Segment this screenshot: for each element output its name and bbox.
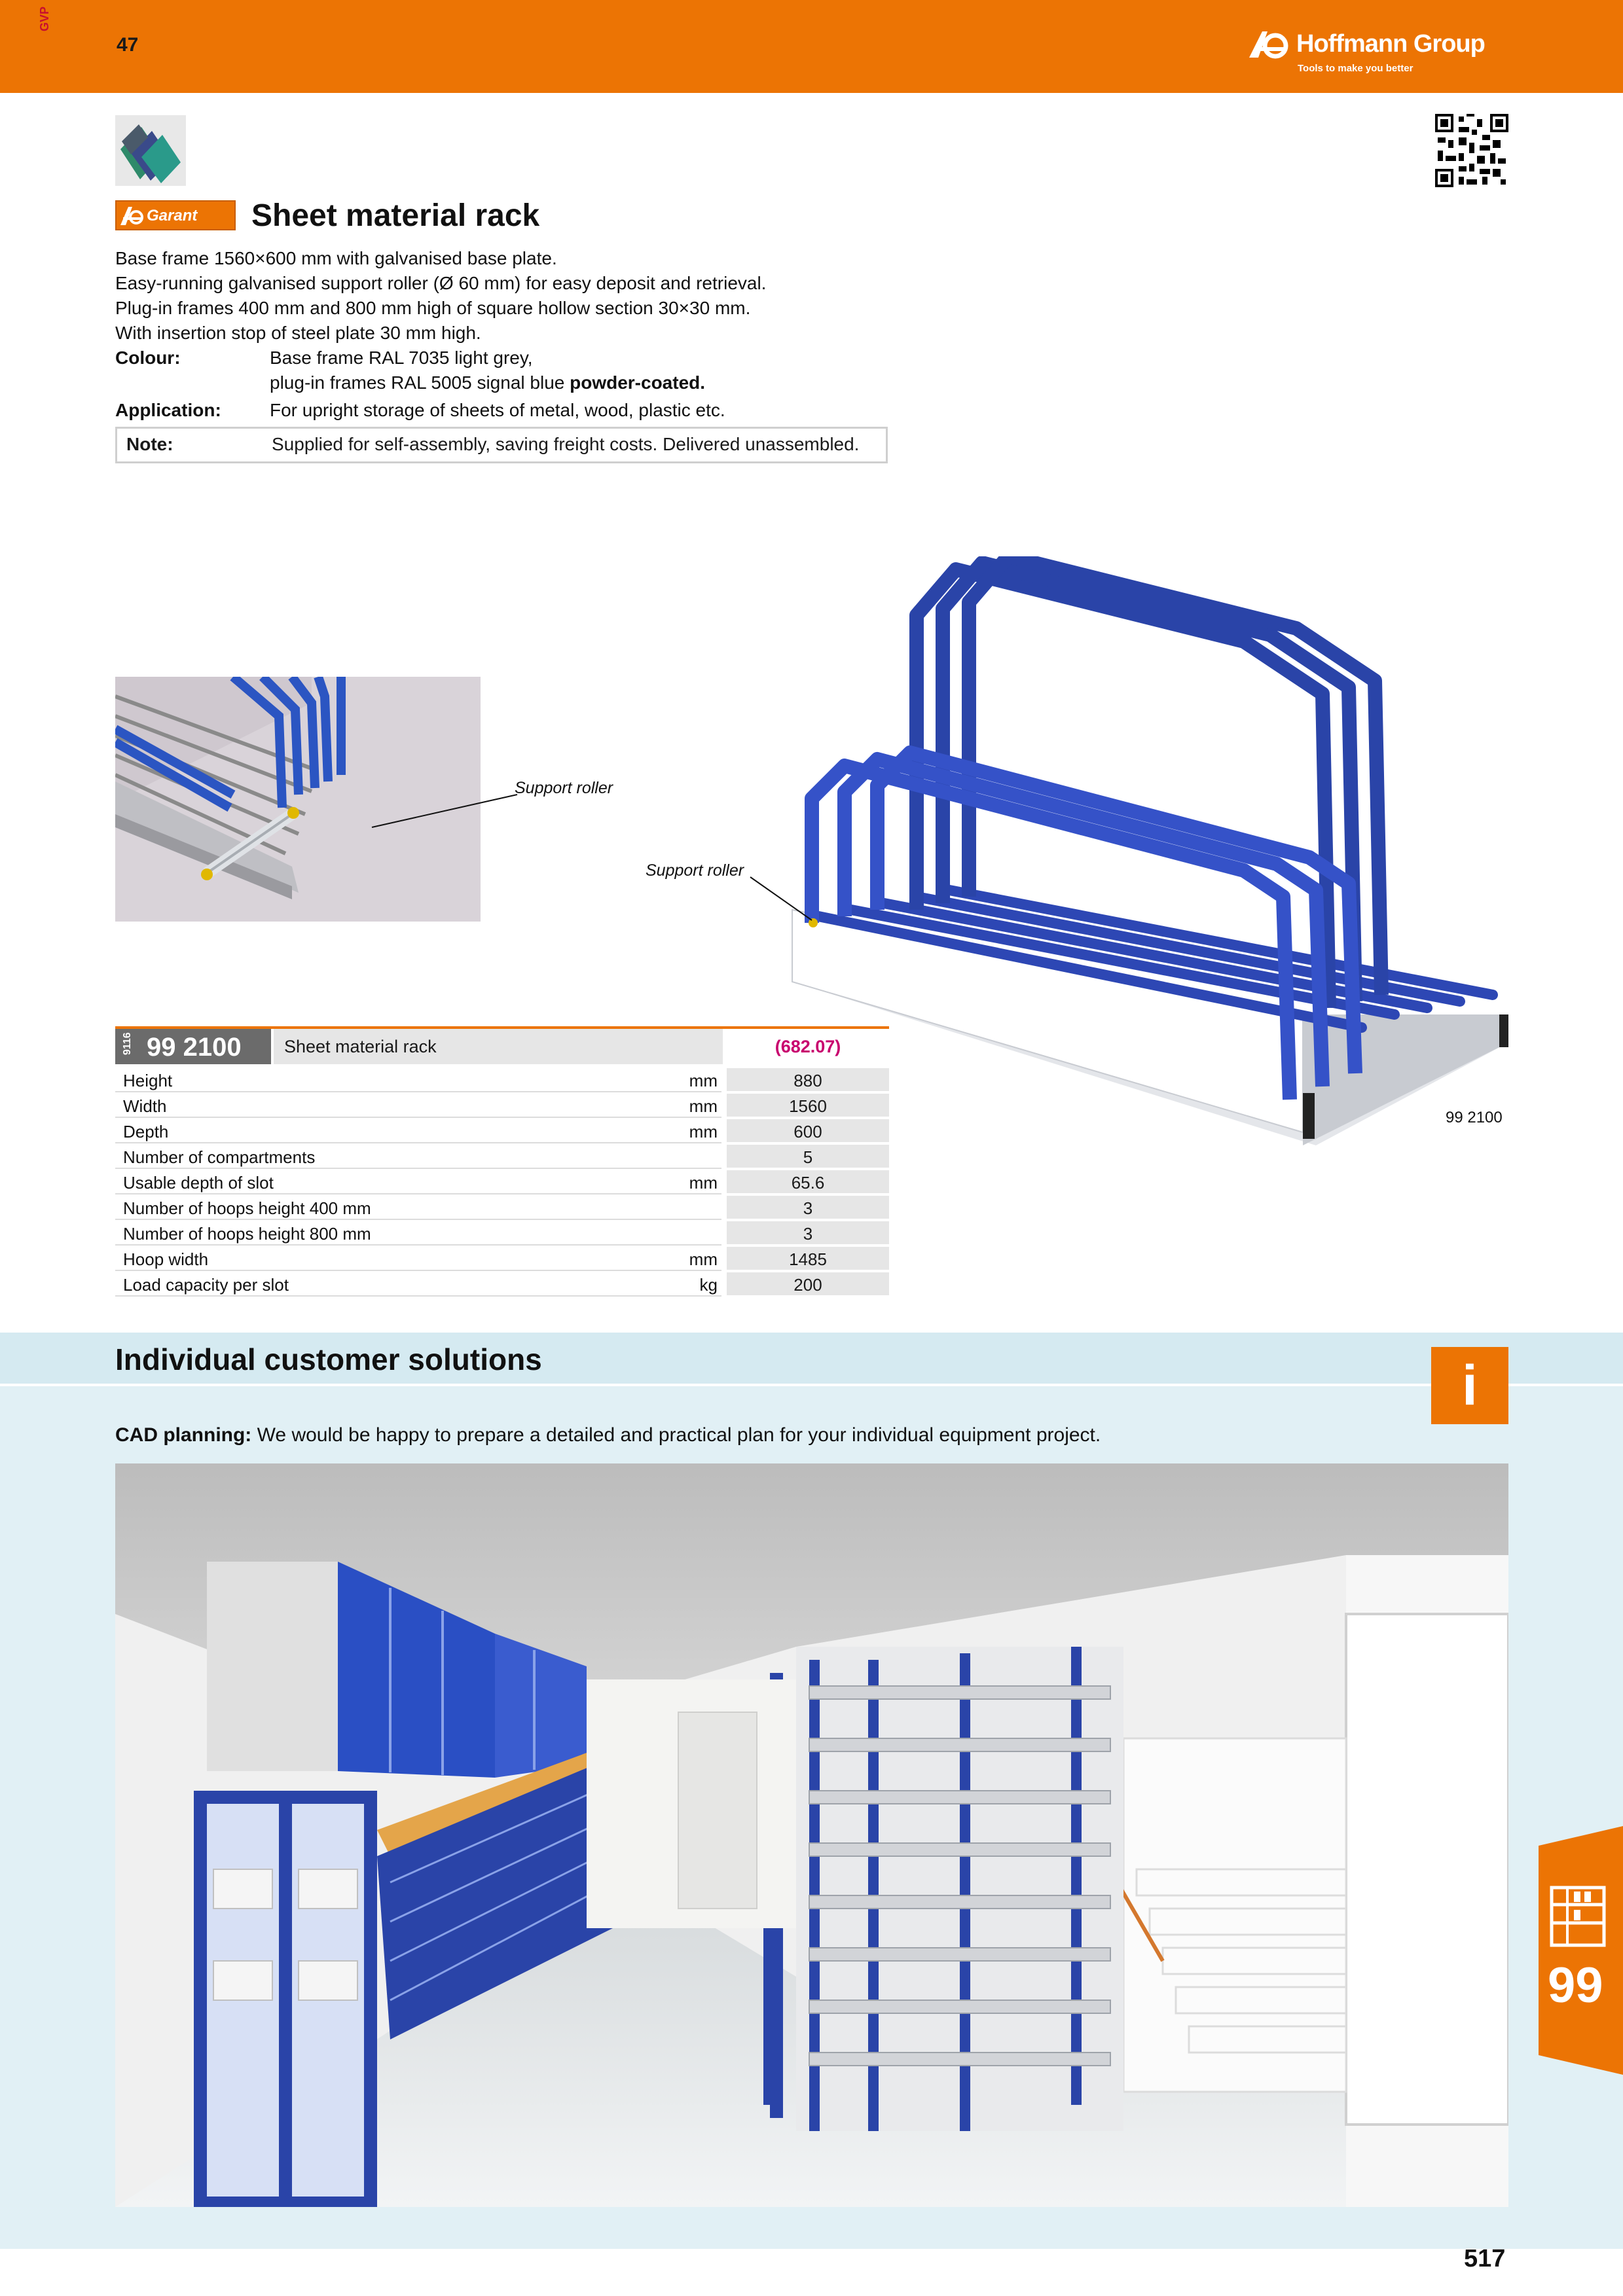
application-label: Application:: [115, 400, 221, 420]
callout-line-main: [746, 874, 818, 927]
row-label: Number of hoops height 400 mm: [123, 1198, 371, 1218]
row-unit: kg: [699, 1275, 718, 1295]
product-title: Sheet material rack: [251, 198, 540, 233]
colour-emphasis: powder-coated.: [570, 372, 706, 393]
chapter-number: 99: [1548, 1958, 1603, 2013]
table-row: [115, 1194, 889, 1220]
product-description: [115, 246, 766, 346]
row-value: 880: [727, 1068, 889, 1091]
row-label: Hoop width: [123, 1249, 209, 1269]
cad-planning-text: [115, 1424, 1101, 1446]
row-value: 65.6: [727, 1170, 889, 1193]
row-unit: mm: [689, 1249, 718, 1269]
cad-label: CAD planning:: [115, 1424, 252, 1446]
support-roller-callout-detail: Support roller: [515, 779, 613, 797]
colour-label: Colour:: [115, 348, 181, 368]
table-row: [115, 1246, 889, 1271]
support-roller-callout-main: Support roller: [646, 861, 744, 880]
table-row: [115, 1271, 889, 1297]
info-title: Individual customer solutions: [115, 1342, 542, 1376]
colour-line-1: Base frame RAL 7035 light grey,: [270, 348, 533, 368]
garant-logo-icon: [119, 204, 145, 228]
note-box: [115, 427, 888, 463]
workshop-room-image: [115, 1463, 1508, 2207]
material-thumbnail: [115, 115, 186, 186]
garant-badge: [115, 200, 236, 230]
row-label: Number of hoops height 800 mm: [123, 1224, 371, 1244]
table-row: [115, 1220, 889, 1246]
article-price: (682.07): [775, 1037, 841, 1056]
row-unit: mm: [689, 1071, 718, 1090]
article-name: Sheet material rack: [274, 1029, 723, 1064]
row-value: 3: [727, 1221, 889, 1244]
row-value: 3: [727, 1196, 889, 1219]
row-label: Depth: [123, 1122, 169, 1141]
callout-line-detail: [367, 792, 524, 831]
note-label: Note:: [126, 434, 173, 454]
description-line: With insertion stop of steel plate 30 mm high.: [115, 323, 481, 343]
row-unit: mm: [689, 1173, 718, 1193]
brand-logo: [1245, 24, 1507, 82]
table-header: [115, 1029, 889, 1066]
row-value: 600: [727, 1119, 889, 1142]
description-line: Easy-running galvanised support roller (Ø 60 mm) for easy deposit and retrieval.: [115, 273, 767, 293]
row-label: Usable depth of slot: [123, 1173, 274, 1193]
brand-tagline: Tools to make you better: [1298, 63, 1413, 74]
hoffmann-logo-icon: [1245, 27, 1294, 60]
row-value: 1560: [727, 1094, 889, 1117]
row-unit: mm: [689, 1096, 718, 1116]
image-reference: 99 2100: [1446, 1109, 1503, 1126]
note-value: Supplied for self-assembly, saving freight costs. Delivered unassembled.: [272, 434, 860, 454]
chapter-tab[interactable]: [1539, 1826, 1623, 2075]
page-header: [0, 0, 1623, 93]
row-value: 1485: [727, 1247, 889, 1270]
table-row: [115, 1169, 889, 1194]
info-icon: i: [1431, 1347, 1508, 1424]
article-number: 99 2100: [147, 1033, 242, 1062]
garant-label: Garant: [147, 207, 198, 224]
qr-code[interactable]: [1435, 114, 1508, 187]
page-index: 47: [117, 34, 139, 56]
row-value: 5: [727, 1145, 889, 1168]
description-line: Base frame 1560×600 mm with galvanised base plate.: [115, 248, 557, 268]
table-rows: [115, 1067, 889, 1297]
cad-description: We would be happy to prepare a detailed and practical plan for your individual equipment project.: [251, 1424, 1101, 1446]
article-number-cell[interactable]: [115, 1029, 271, 1064]
brand-name: Hoffmann Group: [1296, 30, 1485, 58]
row-label: Number of compartments: [123, 1147, 316, 1167]
description-line: Plug-in frames 400 mm and 800 mm high of square hollow section 30×30 mm.: [115, 298, 751, 318]
side-code: GVP: [38, 6, 51, 31]
colour-line-2: plug-in frames RAL 5005 signal blue powder-coated.: [270, 372, 706, 393]
row-unit: mm: [689, 1122, 718, 1141]
table-row: [115, 1067, 889, 1092]
application-value: For upright storage of sheets of metal, wood, plastic etc.: [270, 400, 725, 420]
table-row: [115, 1092, 889, 1118]
article-prefix: 9116: [122, 1032, 133, 1055]
page-number: 517: [1464, 2245, 1506, 2272]
shelving-icon: [1548, 1885, 1608, 1948]
table-row: [115, 1143, 889, 1169]
row-label: Height: [123, 1071, 173, 1090]
table-row: [115, 1118, 889, 1143]
row-label: Load capacity per slot: [123, 1275, 289, 1295]
row-label: Width: [123, 1096, 167, 1116]
row-value: 200: [727, 1272, 889, 1295]
